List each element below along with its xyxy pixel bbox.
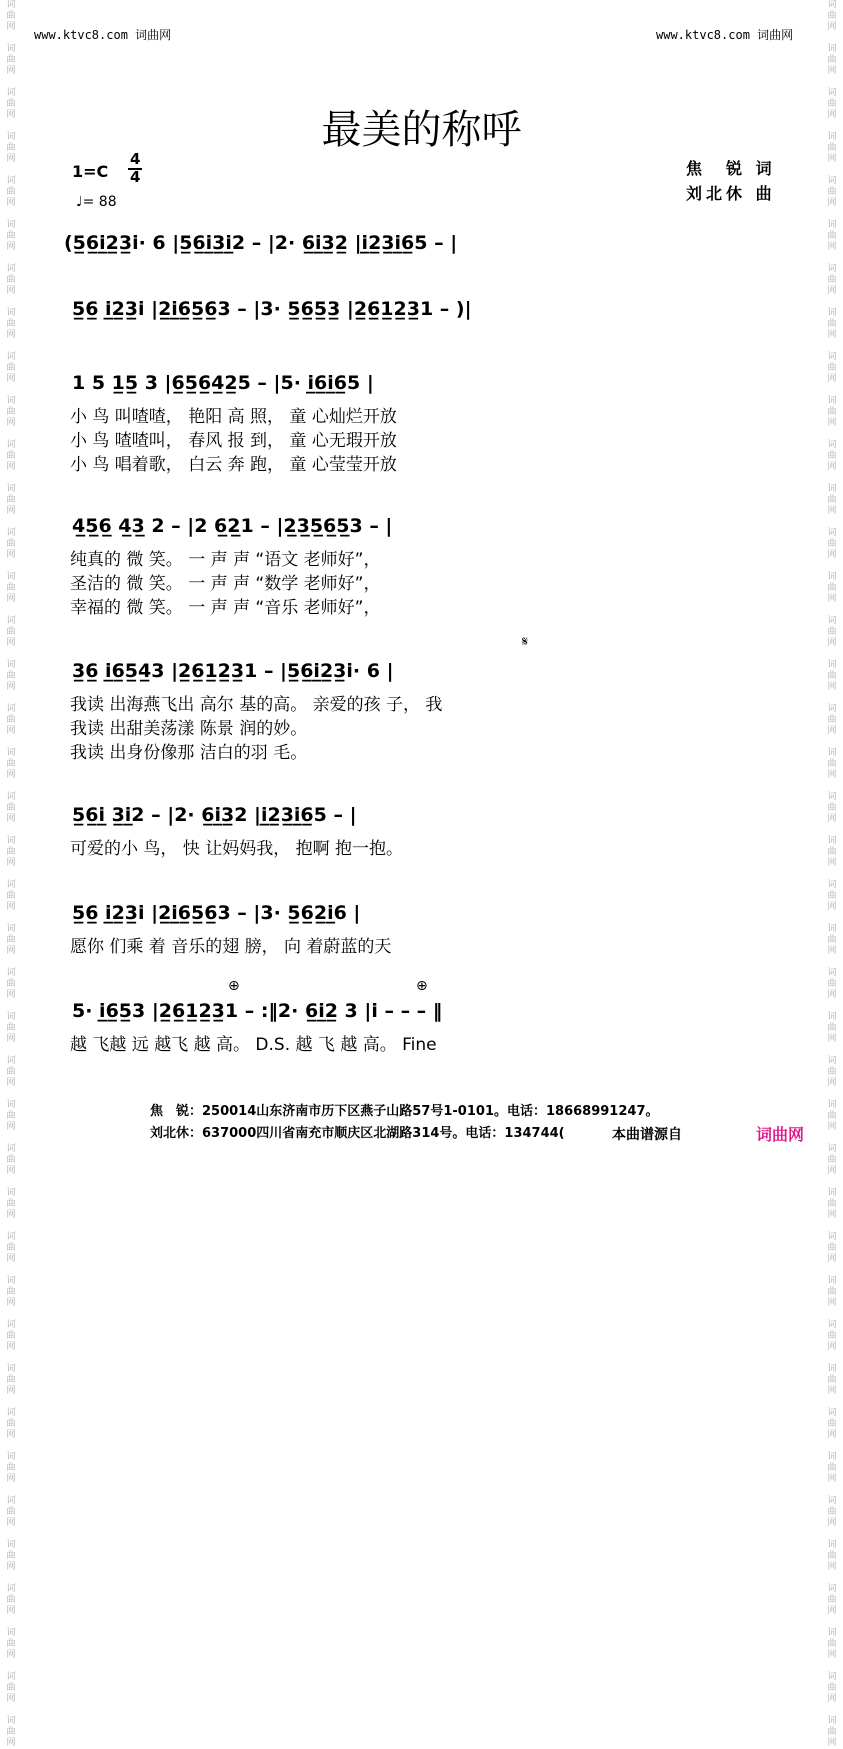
- lyric-row-5-verse-1: 我读 出海燕飞出 高尔 基的高。 亲爱的孩 子， 我: [70, 695, 443, 715]
- left-watermark: 词 曲 网 词 曲 网 词 曲 网 词 曲 网 词 曲 网 词 曲 网 词 曲 网 词 曲 网 词 曲 网 词 曲 网 词 曲 网 词 曲 网 词 曲 网 词 曲 网 词 曲 网 词 曲 网 词 曲 网 词 曲 网 词 曲 网 词 曲 网 词 曲 网 词 曲 网 词 曲 网 词 曲 网 词 曲 网 词 曲 网 词 曲 网 词 曲 网 词 曲 网 词 曲 网 词 曲 网 词 曲 网 词 曲 网 词 曲 网 词 曲 网 词 曲 网 词 曲 网 词 曲 网 词 曲 网 词 曲 网: [6, 0, 16, 1748]
- tempo-mark: ♩= 88: [76, 194, 117, 210]
- lyric-row-5-verse-2: 我读 出甜美荡漾 陈景 润的妙。: [70, 719, 308, 739]
- notation-row-6: 5̲6̲i̲ 3̲i̲2 – |2· 6̲i̲3̲2 |i̲2̲3̲i̲6̲5 – |: [72, 804, 357, 826]
- footer-line-2: 刘北休：637000四川省南充市顺庆区北湖路314号。电话：134744(: [150, 1126, 565, 1141]
- notation-row-1: (5̲6̲i̲2̲3̲i· 6 |5̲6̲i̲3̲i̲2 – |2· 6̲i̲3̲2̲ |i̲2̲3̲i̲6̲5 – |: [64, 232, 458, 254]
- lyric-row-4-verse-2: 圣洁的 微 笑。 一 声 声 “数学 老师好”，: [70, 574, 381, 594]
- lyric-row-3-verse-2: 小 鸟 喳喳叫， 春风 报 到， 童 心无瑕开放: [70, 431, 397, 451]
- lyric-row-3-verse-1: 小 鸟 叫喳喳， 艳阳 高 照， 童 心灿烂开放: [70, 407, 397, 427]
- lyric-row-8: 越 飞越 远 越飞 越 高。 D.S. 越 飞 越 高。 Fine: [70, 1035, 437, 1055]
- page-title: 最美的称呼: [321, 107, 522, 153]
- coda-icon-2: ⊕: [416, 978, 428, 994]
- lyric-row-4-verse-3: 幸福的 微 笑。 一 声 声 “音乐 老师好”，: [70, 598, 381, 618]
- key-signature: 1=C: [72, 162, 109, 181]
- notation-row-3: 1 5 1̲5̲ 3 |6̲5̲6̲4̲2̲5 – |5· i̲6̲i̲6̲5 |: [72, 372, 374, 394]
- footer-line-1: 焦 锐：250014山东济南市历下区燕子山路57号1-0101。电话：18668991247。: [150, 1104, 659, 1119]
- header-right-url[interactable]: www.ktvc8.com 词曲网: [656, 28, 794, 42]
- quarter-note-icon: ♩: [76, 194, 83, 210]
- notation-row-4: 4̲5̲6̲ 4̲3̲ 2 – |2 6̲2̲1 – |2̲3̲5̲6̲5̲3 – |: [72, 515, 393, 537]
- lyric-row-4-verse-1: 纯真的 微 笑。 一 声 声 “语文 老师好”，: [70, 550, 381, 570]
- footer-source: 本曲谱源自: [612, 1127, 682, 1143]
- composer-credit: 刘北休 曲: [686, 184, 776, 203]
- lyric-row-5-verse-3: 我读 出身份像那 洁白的羽 毛。: [70, 743, 308, 763]
- lyric-row-3-verse-3: 小 鸟 唱着歌， 白云 奔 跑， 童 心莹莹开放: [70, 455, 397, 475]
- brand-logo[interactable]: 词曲网: [756, 1125, 805, 1144]
- notation-row-8: 5· i̲6̲5̲3 |2̲6̲1̲2̲3̲1 – :‖2· 6̲i̲2̲ 3 |i – – – ‖: [72, 1000, 443, 1022]
- notation-row-7: 5̲6̲ i̲2̲3̲i |2̲i̲6̲5̲6̲3 – |3· 5̲6̲2̲i̲6 |: [72, 902, 361, 924]
- lyricist-credit: 焦 锐 词: [686, 159, 776, 178]
- header-left-url[interactable]: www.ktvc8.com 词曲网: [34, 28, 172, 42]
- lyric-row-7: 愿你 们乘 着 音乐的翅 膀， 向 着蔚蓝的天: [70, 937, 392, 957]
- coda-icon-1: ⊕: [228, 978, 240, 994]
- notation-row-5: 3̲6̲ i̲6̲5̲4̲3 |2̲6̲1̲2̲3̲1 – |5̲6̲i̲2̲3̲i· 6 |: [72, 660, 394, 682]
- time-denominator: 4: [130, 168, 141, 186]
- lyric-row-6: 可爱的小 鸟， 快 让妈妈我， 抱啊 抱一抱。: [70, 839, 404, 859]
- right-watermark: 词 曲 网 词 曲 网 词 曲 网 词 曲 网 词 曲 网 词 曲 网 词 曲 网 词 曲 网 词 曲 网 词 曲 网 词 曲 网 词 曲 网 词 曲 网 词 曲 网 词 曲 网 词 曲 网 词 曲 网 词 曲 网 词 曲 网 词 曲 网 词 曲 网 词 曲 网 词 曲 网 词 曲 网 词 曲 网 词 曲 网 词 曲 网 词 曲 网 词 曲 网 词 曲 网 词 曲 网 词 曲 网 词 曲 网 词 曲 网 词 曲 网 词 曲 网 词 曲 网 词 曲 网 词 曲 网 词 曲 网: [827, 0, 837, 1748]
- time-numerator: 4: [130, 150, 141, 168]
- notation-row-2: 5̲6̲ i̲2̲3̲i |2̲i̲6̲5̲6̲3 – |3· 5̲6̲5̲3̲ |2̲6̲1̲2̲3̲1 – )|: [72, 298, 472, 320]
- segno-icon: 𝄋: [522, 634, 529, 650]
